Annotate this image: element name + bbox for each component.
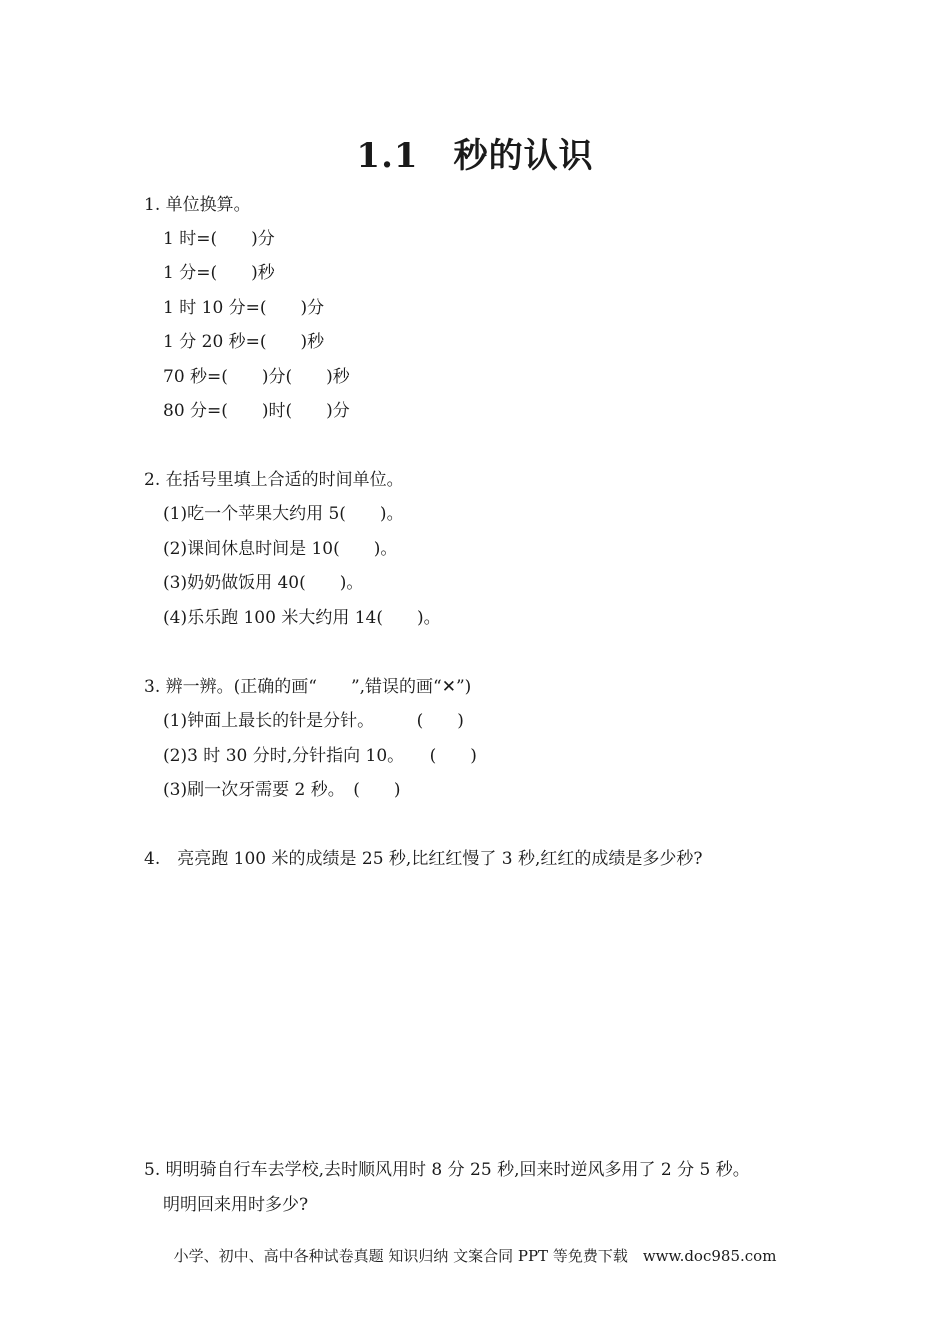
question-3-item: (2)3 时 30 分时,分针指向 10。 ( ) (163, 746, 477, 766)
question-1-item: 70 秒=( )分( )秒 (163, 367, 350, 387)
page-title: 1.1 秒的认识 (356, 136, 594, 176)
question-4-text: 4. 亮亮跑 100 米的成绩是 25 秒,比红红慢了 3 秒,红红的成绩是多少秒? (144, 849, 703, 869)
question-1-heading: 1. 单位换算。 (144, 195, 251, 215)
question-2-item: (2)课间休息时间是 10( )。 (163, 539, 398, 559)
footer-note: 小学、初中、高中各种试卷真题 知识归纳 文案合同 PPT 等免费下载 www.doc985.com (173, 1247, 777, 1265)
question-1-item: 1 时 10 分=( )分 (163, 298, 325, 318)
question-2-item: (3)奶奶做饭用 40( )。 (163, 573, 364, 593)
question-3-heading: 3. 辨一辨。(正确的画“ ”,错误的画“✕”) (144, 677, 472, 697)
question-1-item: 1 分 20 秒=( )秒 (163, 332, 325, 352)
question-5-line-1: 5. 明明骑自行车去学校,去时顺风用时 8 分 25 秒,回来时逆风多用了 2 分 5 秒。 (144, 1160, 750, 1180)
question-2-item: (4)乐乐跑 100 米大约用 14( )。 (163, 608, 441, 628)
question-1-item: 80 分=( )时( )分 (163, 401, 350, 421)
question-5-line-2: 明明回来用时多少? (163, 1195, 309, 1215)
question-2-heading: 2. 在括号里填上合适的时间单位。 (144, 470, 404, 490)
question-1-item: 1 时=( )分 (163, 229, 275, 249)
question-3-item: (3)刷一次牙需要 2 秒。 ( ) (163, 780, 401, 800)
question-3-item: (1)钟面上最长的针是分针。 ( ) (163, 711, 464, 731)
question-2-item: (1)吃一个苹果大约用 5( )。 (163, 504, 404, 524)
question-1-item: 1 分=( )秒 (163, 263, 275, 283)
